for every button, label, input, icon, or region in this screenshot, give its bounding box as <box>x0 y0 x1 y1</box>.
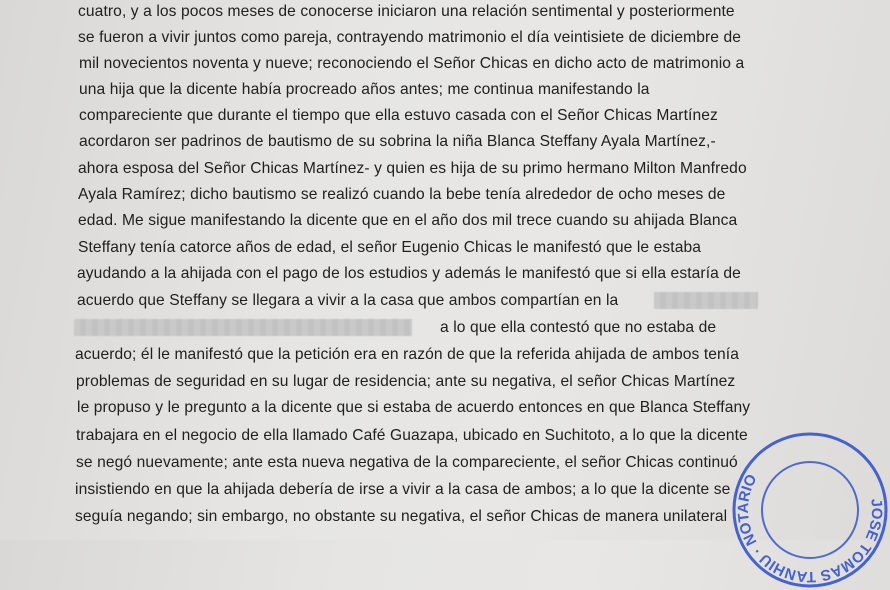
text-line: mil novecientos noventa y nueve; reconociendo el Señor Chicas en dicho acto de matrimonio a <box>79 55 745 72</box>
text-line: trabajara en el negocio de ella llamado Café Guazapa, ubicado en Suchitoto, a lo que la dicente <box>76 427 748 444</box>
text-line: le propuso y le pregunto a la dicente que si estaba de acuerdo entonces en que Blanca Steffany <box>77 399 751 416</box>
text-line: Steffany tenía catorce años de edad, el señor Eugenio Chicas le manifestó que le estaba <box>78 239 702 256</box>
text-line: ahora esposa del Señor Chicas Martínez- y quien es hija de su primo hermano Milton Manfredo <box>78 160 747 177</box>
text-line: una hija que la dicente había procreado años antes; me continua manifestando la <box>79 81 650 98</box>
text-line: seguía negando; sin embargo, no obstante su negativa, el señor Chicas de manera unilateral <box>75 508 728 525</box>
text-line: acuerdo que Steffany se llegara a vivir a la casa que ambos compartían en la <box>0 288 818 314</box>
text-line: se fueron a vivir juntos como pareja, contrayendo matrimonio el día veintisiete de diciembre de <box>78 29 742 46</box>
svg-text:JOSE TOMAS TANHIU · NOTARIO: JOSE TOMAS TANHIU · NOTARIO <box>734 471 886 586</box>
text-line: problemas de seguridad en su lugar de residencia; ante su negativa, el señor Chicas Martínez <box>76 373 736 390</box>
redacted-block <box>74 319 412 336</box>
text-line: acuerdo; él le manifestó que la petición era en razón de que la referida ahijada de ambos tenía <box>75 346 740 363</box>
text-line: cuatro, y a los pocos meses de conocerse iniciaron una relación sentimental y posteriormente <box>78 3 735 20</box>
text-line: edad. Me sigue manifestando la dicente que en el año dos mil trece cuando su ahijada Blanca <box>78 212 738 229</box>
notary-stamp <box>730 430 890 590</box>
text-line: Ayala Ramírez; dicho bautismo se realizó cuando la bebe tenía alrededor de ocho meses de <box>78 186 726 203</box>
text-line: acordaron ser padrinos de bautismo de su sobrina la niña Blanca Steffany Ayala Martínez,- <box>79 133 716 150</box>
redacted-block <box>654 292 758 309</box>
text-line: compareciente que durante el tiempo que ella estuvo casada con el Señor Chicas Martínez <box>79 107 718 124</box>
text-line: a lo que ella contestó que no estaba de <box>0 315 818 341</box>
text-line: insistiendo en que la ahijada debería de irse a vivir a la casa de ambos; a lo que la dicente se <box>75 481 731 498</box>
text-line: se negó nuevamente; ante esta nueva negativa de la compareciente, el señor Chicas continuó <box>76 454 738 471</box>
text-line: ayudando a la ahijada con el pago de los estudios y además le manifestó que si ella estaría de <box>77 265 741 282</box>
